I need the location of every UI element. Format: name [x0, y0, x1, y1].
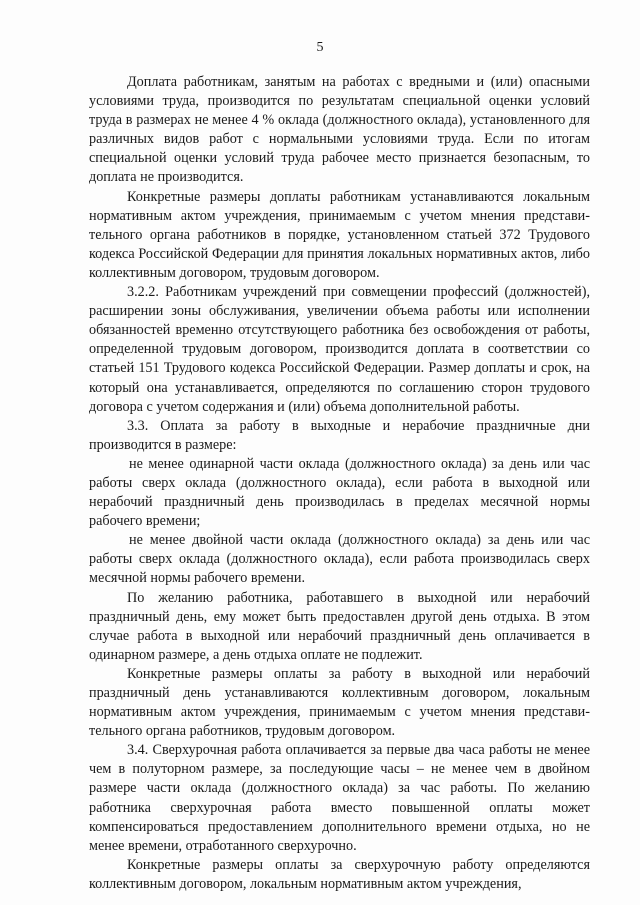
document-body [89, 73, 590, 894]
paragraph-3-4-overtime: 3.4. Сверхурочная работа оплачивается за первые два часа работы не менее чем в полуторном размере, за последующие часы – не менее чем в двойном размере части оклада (должностного оклада) за час работы. По желанию работника сверхурочная работа вместо повышенной оплаты может компенсироваться предоставлением дополнительного времени отдыха, но не менее времени, отработанного сверхурочно. [89, 742, 590, 854]
paragraph-day-off-option: По желанию работника, работавшего в выходной или нерабочий праздничный день, ему может быть предоставлен другой день отдыха. В этом случае работа в выходной или нерабочий праздничный день оплачивается в одинарном размере, а день отдыха оплате не подлежит. [89, 589, 590, 663]
paragraph-double-rate-item: не менее двойной части оклада (должностного оклада) за день или час работы сверх оклада (должностного оклада), если работа производилась сверх месячной нормы рабочего времени. [89, 532, 590, 587]
paragraph-weekend-pay-amounts: Конкретные размеры оплаты за работу в выходной или нерабочий праздничный день устанавливаются коллективным договором, локальным нормативным актом учреждения, принимаемым с учетом мнения представительного органа работников, трудовым договором. [89, 665, 590, 740]
paragraph-supplement-amounts: Конкретные размеры доплаты работникам устанавливаются локальным нормативным актом учреждения, принимаемым с учетом мнения представительного органа работников в порядке, установленном статьей 372 Трудового кодекса Российской Федерации для принятия локальных нормативных актов, либо коллективным договором, трудовым договором. [89, 188, 590, 281]
paragraph-single-rate-item: не менее одинарной части оклада (должностного оклада) за день или час работы сверх оклада (должностного оклада), если работа в выходной или нерабочий праздничный день производилась в пределах месячной нормы рабочего времени; [89, 455, 590, 530]
paragraph-3-3-weekend-pay: 3.3. Оплата за работу в выходные и нерабочие праздничные дни производится в размере: [89, 417, 590, 453]
page-number: 5 [316, 40, 324, 55]
paragraph-overtime-amounts: Конкретные размеры оплаты за сверхурочную работу определяются коллективным договором, локальным нормативным актом учреждения, [89, 856, 590, 892]
paragraph-3-2-2-combined-duties: 3.2.2. Работникам учреждений при совмещении профессий (должностей), расширении зоны обслуживания, увеличении объема работы или исполнении обязанностей временно отсутствующего работника без освобождения от работы, определенной трудовым договором, производится доплата в соответствии со статьей 151 Трудового кодекса Российской Федерации. Размер доплаты и срок, на который она устанавливается, определяются по соглашению сторон трудового договора с учетом содержания и (или) объема дополнительной работы. [89, 284, 590, 415]
paragraph-hazardous-conditions-supplement: Доплата работникам, занятым на работах с вредными и (или) опасными условиями труда, производится по результатам специальной оценки условий труда в размерах не менее 4 % оклада (должностного оклада), установленного для различных видов работ с нормальными условиями труда. Если по итогам специальной оценки условий труда рабочее место признается безопасным, то доплата не производится. [89, 74, 590, 186]
